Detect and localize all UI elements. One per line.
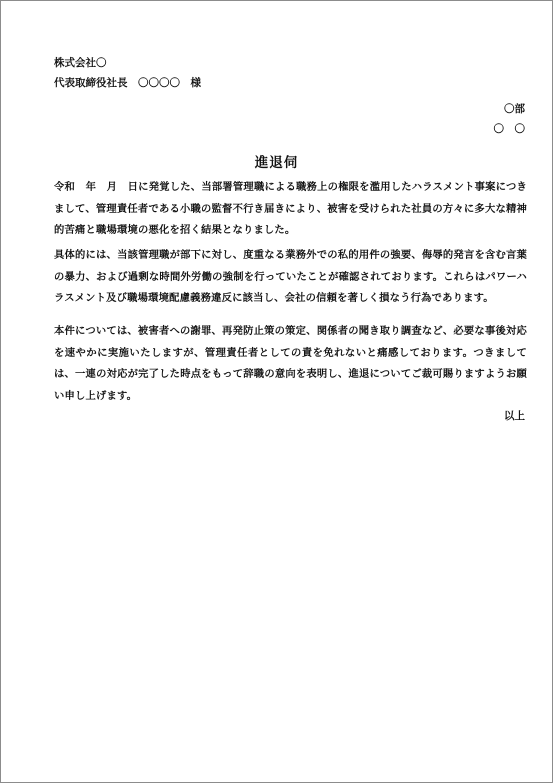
sender-department: 〇部 (504, 103, 525, 115)
body-paragraph-1: 令和 年 月 日に発覚した、当部署管理職による職務上の権限を濫用したハラスメント事案につきまして、管理責任者である小職の監督不行き届きにより、被害を受けられた社員の方々に多大な精神的苦痛と職場環境の悪化を招く結果となりました。 (54, 181, 527, 236)
document-title: 進退伺 (254, 155, 299, 171)
closing-word: 以上 (504, 410, 525, 422)
addressee-name: 代表取締役社長 〇〇〇〇 様 (54, 77, 201, 89)
body-paragraph-3: 本件については、被害者への謝罪、再発防止策の策定、関係者の聞き取り調査など、必要な事後対応を速やかに実施いたしますが、管理責任者としての責を免れないと痛感しております。つきましては、一連の対応が完了した時点をもって辞職の意向を表明し、進退についてご裁可賜りますようお願い申し上げます。 (54, 325, 527, 402)
sender-name: 〇 〇 (493, 123, 525, 135)
body-paragraph-2: 具体的には、当該管理職が部下に対し、度重なる業務外での私的用件の強要、侮辱的発言を含む言葉の暴力、および過剰な時間外労働の強制を行っていたことが確認されております。これらはパワーハラスメント及び職場環境配慮義務違反に該当し、会社の信頼を著しく損なう行為であります。 (54, 249, 527, 304)
addressee-company: 株式会社〇 (54, 57, 107, 69)
